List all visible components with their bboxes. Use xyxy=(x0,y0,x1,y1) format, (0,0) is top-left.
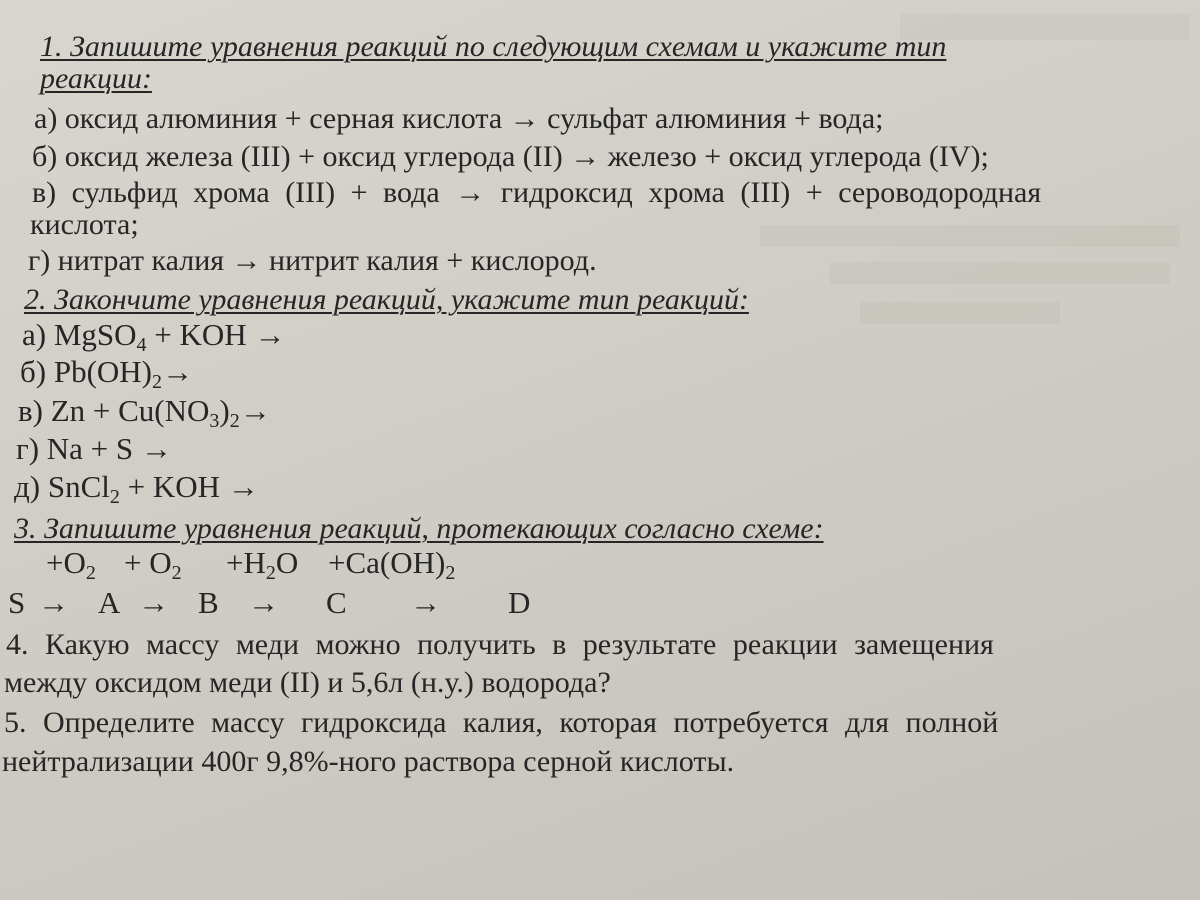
q2-item-d xyxy=(14,469,259,508)
q2-item-v xyxy=(18,393,271,432)
q4-line-1 xyxy=(6,628,1134,662)
q1-item-a: а) оксид алюминия + серная кислота → сульфат алюминия + вода; xyxy=(34,102,884,135)
q1-item-g: г) нитрат калия → нитрит калия + кислород. xyxy=(28,244,597,277)
q3-scheme-reagents xyxy=(0,546,1200,582)
q1-item-v xyxy=(32,176,1112,210)
bleed-through-shadow xyxy=(860,302,1060,324)
q1-heading-continued: реакции: xyxy=(40,62,152,95)
q2-item-a-subscript: 4 xyxy=(136,334,147,356)
q3-reagent-4-subscript: 2 xyxy=(445,562,456,584)
q3-reagent-3 xyxy=(226,545,299,584)
q1-item-v-text: в) сульфид хрома (III) + вода → гидроксид хрома (III) + сероводородная xyxy=(32,176,1042,209)
q3-reagent-2-prefix: + O xyxy=(124,545,172,580)
q3-chain-a: A xyxy=(98,585,121,620)
q3-heading: 3. Запишите уравнения реакций, протекающих согласно схеме: xyxy=(14,512,824,545)
q5-line-1 xyxy=(4,706,1138,740)
q2-item-g: г) Na + S → xyxy=(16,431,172,466)
q2-item-a-suffix: + KOH → xyxy=(146,317,286,352)
q3-reagent-1-subscript: 2 xyxy=(85,562,96,584)
q2-item-a xyxy=(22,317,286,356)
q3-reagent-2-subscript: 2 xyxy=(171,562,182,584)
q2-item-b-prefix: б) Pb(OH) xyxy=(20,354,153,389)
q5-text-1: 5. Определите массу гидроксида калия, которая потребуется для полной xyxy=(4,706,999,739)
q2-item-v-subscript-1: 3 xyxy=(209,410,220,432)
q2-item-d-prefix: д) SnCl xyxy=(14,469,110,504)
q3-reagent-2 xyxy=(124,545,182,584)
q3-reagent-1-prefix: +O xyxy=(46,545,86,580)
q1-item-v-continued: кислота; xyxy=(30,208,139,241)
q3-chain-d: D xyxy=(508,585,531,620)
q3-scheme-chain xyxy=(0,586,1200,622)
q4-text-1: 4. Какую массу меди можно получить в результате реакции замещения xyxy=(6,628,994,661)
q2-heading: 2. Закончите уравнения реакций, укажите тип реакций: xyxy=(24,283,749,316)
bleed-through-shadow xyxy=(830,262,1170,284)
q2-item-d-subscript: 2 xyxy=(109,486,120,508)
q3-chain-arrow-3: → xyxy=(248,585,279,620)
q2-item-v-suffix: → xyxy=(239,393,271,428)
q5-line-2: нейтрализации 400г 9,8%-ного раствора серной кислоты. xyxy=(2,745,735,778)
q3-reagent-3-subscript: 2 xyxy=(265,562,276,584)
q2-item-v-mid: ) xyxy=(219,393,230,428)
q3-reagent-4 xyxy=(328,545,456,584)
q2-item-a-prefix: а) MgSO xyxy=(22,317,137,352)
q3-reagent-3-prefix: +H xyxy=(226,545,266,580)
bleed-through-shadow xyxy=(760,225,1180,247)
q2-item-b xyxy=(20,354,194,393)
q2-item-v-subscript-2: 2 xyxy=(229,410,240,432)
q3-reagent-3-suffix: O xyxy=(275,545,299,580)
q3-chain-arrow-1: → xyxy=(38,585,69,620)
q3-chain-s: S xyxy=(8,585,26,620)
q2-item-v-prefix: в) Zn + Cu(NO xyxy=(18,393,210,428)
q1-heading: 1. Запишите уравнения реакций по следующим схемам и укажите тип xyxy=(40,30,947,63)
q3-chain-b: B xyxy=(198,585,219,620)
q3-chain-c: C xyxy=(326,585,347,620)
q3-chain-arrow-2: → xyxy=(138,585,169,620)
q3-chain-arrow-4: → xyxy=(410,585,441,620)
q2-item-b-suffix: → xyxy=(162,354,194,389)
q4-line-2: между оксидом меди (II) и 5,6л (н.у.) водорода? xyxy=(4,666,611,699)
q2-item-b-subscript: 2 xyxy=(152,371,163,393)
q1-item-b: б) оксид железа (III) + оксид углерода (II) → железо + оксид углерода (IV); xyxy=(32,140,989,173)
q3-reagent-4-prefix: +Ca(OH) xyxy=(328,545,446,580)
q2-item-d-suffix: + KOH → xyxy=(119,469,259,504)
q3-reagent-1 xyxy=(46,545,96,584)
